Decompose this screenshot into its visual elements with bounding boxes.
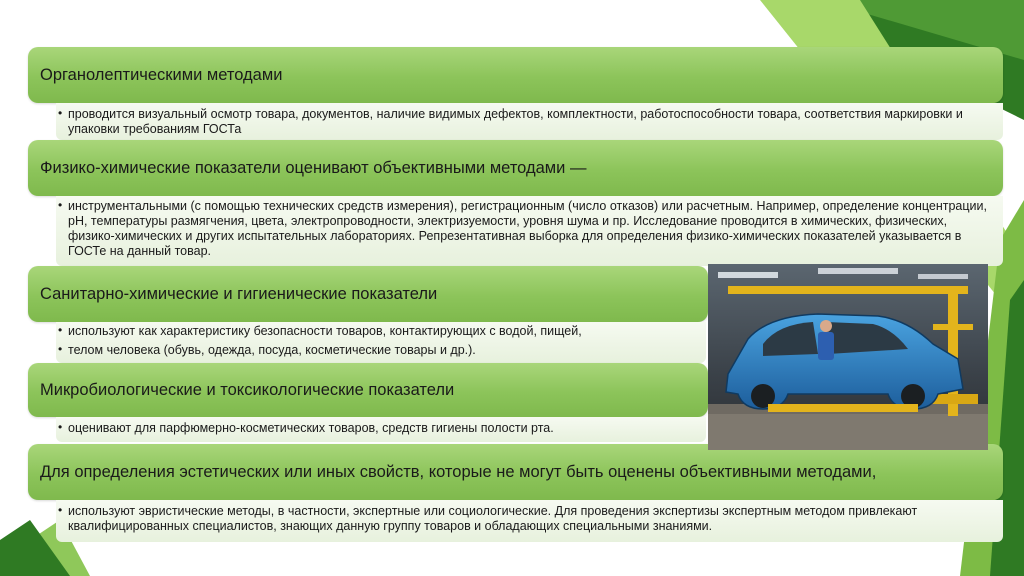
bullet-icon: • bbox=[58, 503, 63, 517]
section-5-panel bbox=[56, 500, 1003, 542]
section-1-item-1: • проводится визуальный осмотр товара, документов, наличие видимых дефектов, комплектности, работоспособности товара, соответствия маркировки и упаковки требованиям ГОСТа bbox=[58, 106, 963, 136]
section-4-item-1: • оценивают для парфюмерно-косметических товаров, средств гигиены полости рта. bbox=[58, 420, 554, 435]
section-5-heading-text: Для определения эстетических или иных свойств, которые не могут быть оценены объективными методами, bbox=[40, 463, 877, 481]
section-1-panel bbox=[56, 103, 1003, 140]
section-3-item-1: • используют как характеристику безопасности товаров, контактирующих с водой, пищей, bbox=[58, 323, 582, 338]
section-3-item-2: • телом человека (обувь, одежда, посуда, косметические товары и др.). bbox=[58, 342, 476, 357]
section-2-heading bbox=[28, 140, 1003, 196]
section-2-panel bbox=[56, 196, 1003, 266]
section-3-heading bbox=[28, 266, 708, 322]
section-4-heading bbox=[28, 363, 708, 417]
bullet-icon: • bbox=[58, 420, 63, 434]
bullet-icon: • bbox=[58, 323, 63, 337]
section-1-heading-text: Органолептическими методами bbox=[40, 65, 283, 84]
section-3-panel bbox=[56, 322, 706, 363]
section-3-heading-text: Санитарно-химические и гигиенические показатели bbox=[40, 284, 438, 303]
bullet-icon: • bbox=[58, 198, 63, 212]
section-4-panel bbox=[56, 417, 706, 442]
section-5-item-1: • используют эвристические методы, в частности, экспертные или социологические. Для проведения экспертизы экспертным методом привлекают квалифицированных специалистов, знающих данную группу товаров и обладающих специальными знаниями. bbox=[58, 503, 918, 533]
car-assembly-photo-icon bbox=[708, 264, 988, 450]
section-1-heading bbox=[28, 47, 1003, 103]
section-5-heading bbox=[28, 444, 1003, 500]
car-assembly-line-photo bbox=[708, 264, 988, 450]
bullet-icon: • bbox=[58, 342, 63, 356]
bullet-icon: • bbox=[58, 106, 63, 120]
section-2-item-1: • инструментальными (с помощью технических средств измерения), регистрационным (число отказов) или расчетным. Например, определение концентрации, рН, температуры размягчения, цвета, электропроводности, электризуемости, уровня шума и пр. Исследование проводится в химических, физических, физико-химических и других испытательных лабораториях. Репрезентативная выборка для определения физико-химических показателей указывается в ГОСТе на данный товар. bbox=[58, 198, 987, 258]
section-4-heading-text: Микробиологические и токсикологические показатели bbox=[40, 380, 455, 399]
section-2-heading-text: Физико-химические показатели оценивают объективными методами — bbox=[40, 158, 587, 177]
